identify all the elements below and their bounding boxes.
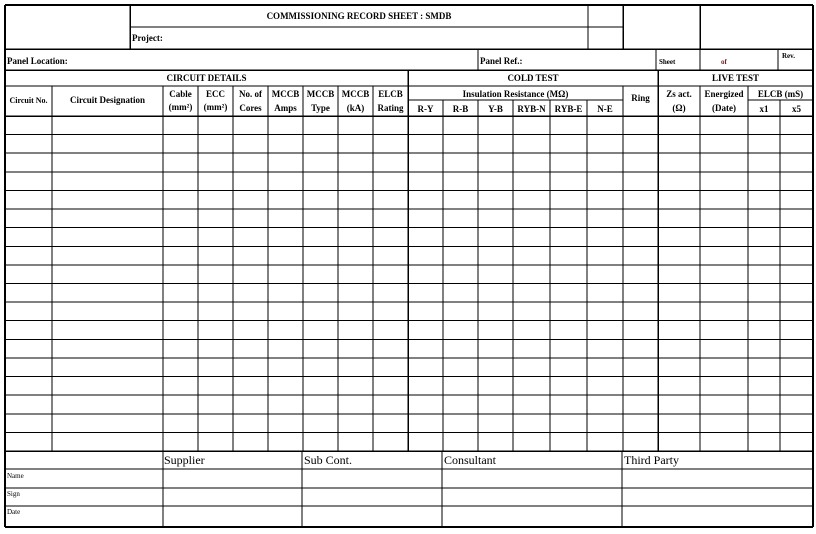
signoff-date-label: Date	[7, 508, 21, 516]
col-no-of-cores-2: Cores	[239, 103, 262, 113]
col-cable: Cable	[169, 89, 192, 99]
rev-label: Rev.	[782, 52, 796, 60]
col-energized: Energized	[704, 89, 744, 99]
col-energized-date: (Date)	[712, 103, 736, 113]
panel-location-label: Panel Location:	[7, 56, 68, 66]
col-circuit-designation: Circuit Designation	[69, 95, 146, 105]
col-n-e: N-E	[597, 104, 613, 114]
col-elcb-rating: ELCB	[378, 89, 403, 99]
col-ecc: ECC	[205, 89, 225, 99]
col-zs-act: Zs act.	[666, 89, 692, 99]
col-ryb-e: RYB-E	[554, 104, 583, 114]
col-elcb-rating-2: Rating	[377, 103, 404, 113]
col-mccb-ka: MCCB	[341, 89, 370, 99]
col-mccb-ka-2: (kA)	[346, 103, 365, 113]
col-y-b: Y-B	[488, 104, 503, 114]
col-cable-unit: (mm²)	[168, 102, 193, 112]
signoff-name-label: Name	[7, 472, 24, 480]
project-label: Project:	[132, 33, 163, 43]
signoff-sub-cont: Sub Cont.	[304, 453, 353, 467]
col-mccb-amps: MCCB	[271, 89, 300, 99]
col-ecc-unit: (mm²)	[203, 102, 228, 112]
col-elcb-ms: ELCB (mS)	[757, 89, 804, 99]
signoff-consultant: Consultant	[444, 453, 497, 467]
col-mccb-type-2: Type	[311, 103, 330, 113]
circuit-details-header: CIRCUIT DETAILS	[166, 73, 247, 83]
sheet-title: COMMISSIONING RECORD SHEET : SMDB	[266, 11, 452, 21]
live-test-header: LIVE TEST	[711, 73, 760, 83]
col-mccb-amps-2: Amps	[274, 103, 297, 113]
col-circuit-no: Circuit No.	[9, 96, 48, 105]
of-label: of	[721, 58, 727, 66]
col-insulation-resistance: Insulation Resistance (MΩ)	[462, 89, 569, 99]
col-ryb-n: RYB-N	[517, 104, 546, 114]
cold-test-header: COLD TEST	[507, 73, 559, 83]
col-r-b: R-B	[452, 104, 469, 114]
signoff-third-party: Third Party	[624, 453, 679, 467]
col-elcb-x5: x5	[792, 104, 801, 114]
sheet-label: Sheet	[659, 58, 676, 66]
col-ring: Ring	[631, 93, 650, 103]
signoff-sign-label: Sign	[7, 490, 20, 498]
col-no-of-cores: No. of	[239, 89, 262, 99]
panel-ref-label: Panel Ref.:	[480, 56, 523, 66]
signoff-supplier: Supplier	[164, 453, 205, 467]
col-elcb-x1: x1	[759, 104, 769, 114]
col-r-y: R-Y	[417, 104, 434, 114]
col-mccb-type: MCCB	[306, 89, 335, 99]
col-zs-unit: (Ω)	[672, 103, 686, 113]
